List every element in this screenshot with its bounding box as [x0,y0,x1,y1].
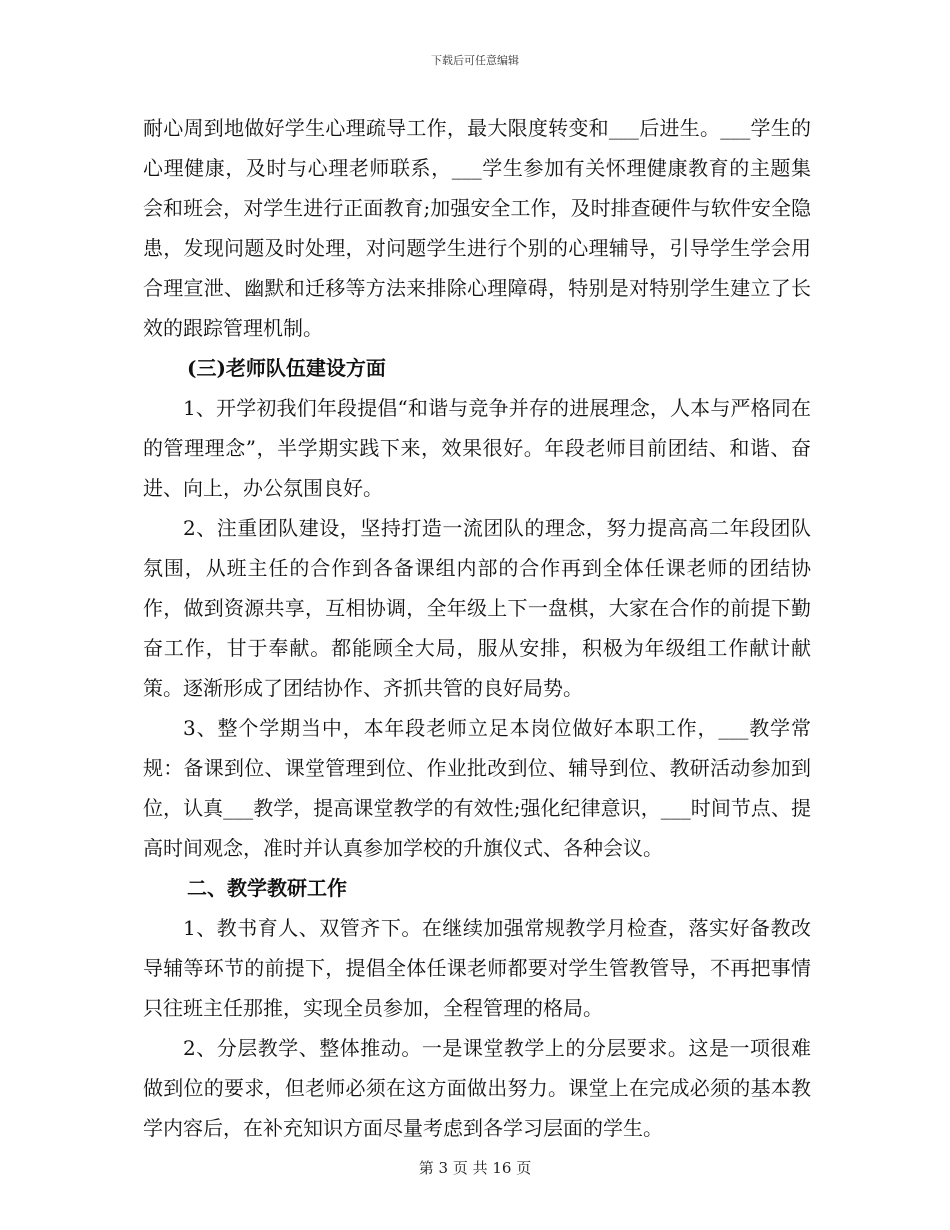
document-body [143,108,811,1148]
paragraph-teaching-item-2: 2、分层教学、整体推动。一是课堂教学上的分层要求。这是一项很难做到位的要求，但老师必须在这方面做出努力。课堂上在完成必须的基本教学内容后，在补充知识方面尽量考虑到各学习层面的学生。 [143,1036,811,1140]
paragraph-team-item-1: 1、开学初我们年段提倡“和谐与竞争并存的进展理念，人本与严格同在的管理理念”，半学期实践下来，效果很好。年段老师目前团结、和谐、奋进、向上，办公氛围良好。 [143,396,811,500]
page-header-note: 下载后可任意编辑 [431,54,519,67]
paragraph-team-item-2: 2、注重团队建设，坚持打造一流团队的理念，努力提高高二年段团队氛围，从班主任的合作到各备课组内部的合作再到全体任课老师的团结协作，做到资源共享，互相协调，全年级上下一盘棋，大家在合作的前提下勤奋工作，甘于奉献。都能顾全大局，服从安排，积极为年级组工作献计献策。逐渐形成了团结协作、齐抓共管的良好局势。 [143,516,811,700]
paragraph-team-item-3: 3、整个学期当中，本年段老师立足本岗位做好本职工作，___教学常规：备课到位、课堂管理到位、作业批改到位、辅导到位、教研活动参加到位，认真___教学，提高课堂教学的有效性;强化纪律意识，___时间节点、提高时间观念，准时并认真参加学校的升旗仪式、各种会议。 [143,716,811,860]
paragraph-psychology-guidance: 耐心周到地做好学生心理疏导工作，最大限度转变和___后进生。___学生的心理健康，及时与心理老师联系，___学生参加有关怀理健康教育的主题集会和班会，对学生进行正面教育;加强安全工作，及时排查硬件与软件安全隐患，发现问题及时处理，对问题学生进行个别的心理辅导，引导学生学会用合理宣泄、幽默和迁移等方法来排除心理障碍，特别是对特别学生建立了长效的跟踪管理机制。 [143,116,811,340]
section-heading-teacher-team: (三)老师队伍建设方面 [187,356,386,380]
paragraph-teaching-item-1: 1、教书育人、双管齐下。在继续加强常规教学月检查，落实好备教改导辅等环节的前提下，提倡全体任课老师都要对学生管教管导，不再把事情只往班主任那推，实现全员参加，全程管理的格局。 [143,916,811,1020]
section-heading-teaching-research: 二、教学教研工作 [187,876,347,900]
page-number-footer: 第 3 页 共 16 页 [418,1159,532,1177]
